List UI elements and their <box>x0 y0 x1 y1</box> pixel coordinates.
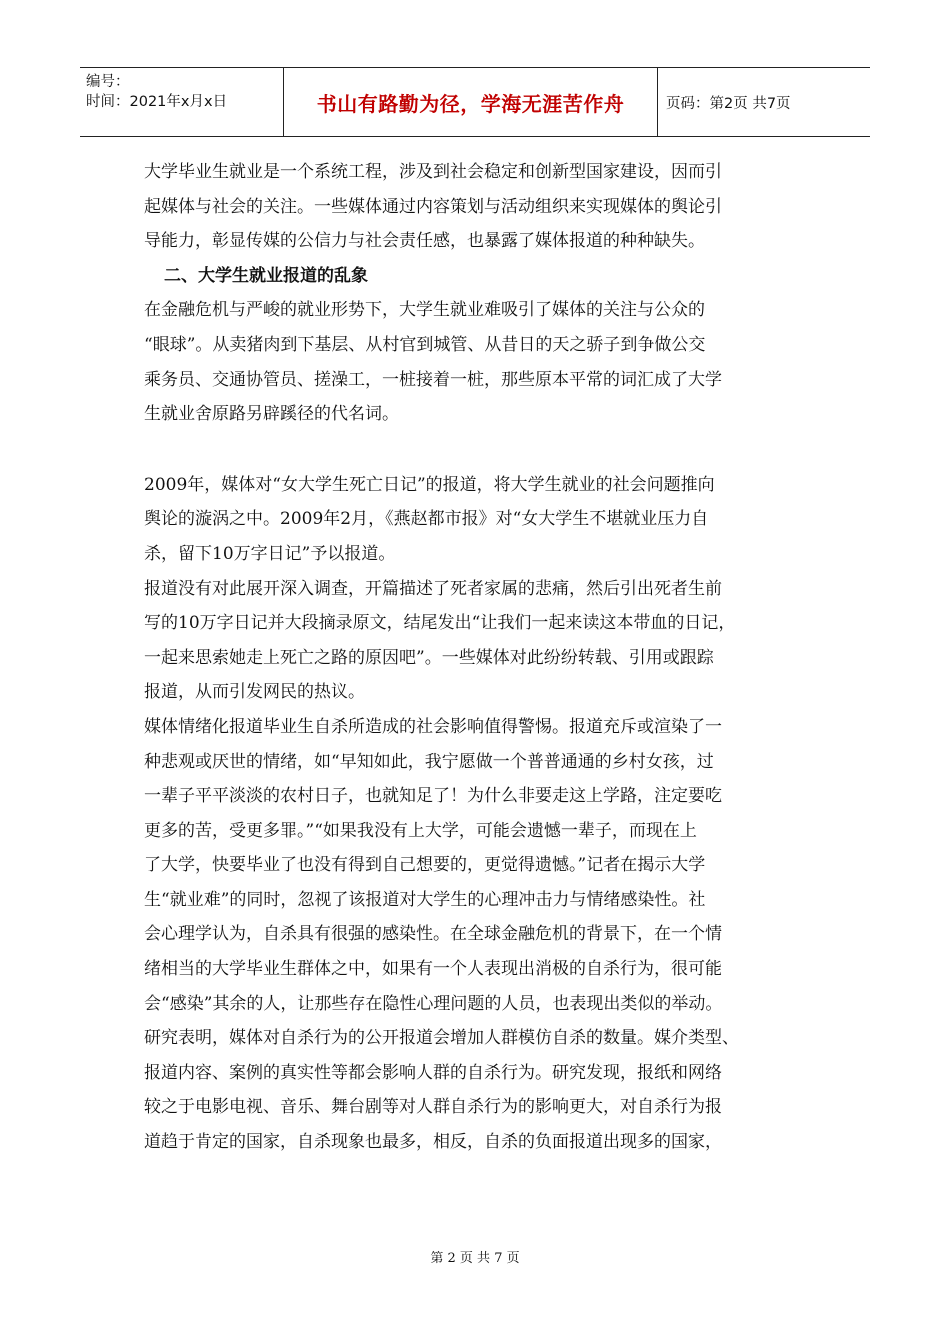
paragraph-gap <box>144 432 829 468</box>
text-line: 报道内容、案例的真实性等都会影响人群的自杀行为。研究发现，报纸和网络 <box>144 1062 722 1083</box>
text-line: 大学毕业生就业是一个系统工程，涉及到社会稳定和创新型国家建设，因而引 <box>144 162 722 182</box>
text-line: 一辈子平平淡淡的农村日子，也就知足了！为什么非要走这上学路，注定要吃 <box>144 786 722 807</box>
page-footer: 第 2 页 共 7 页 <box>430 1251 520 1266</box>
text-line: 导能力，彰显传媒的公信力与社会责任感，也暴露了媒体报道的种种缺失。 <box>144 231 705 252</box>
document-body <box>144 155 829 1160</box>
paragraph-1 <box>144 155 829 259</box>
header-page-code: 页码：第2页 共7页 <box>666 95 791 112</box>
text-line: 会心理学认为，自杀具有很强的感染性。在全球金融危机的背景下，在一个情 <box>144 924 722 945</box>
text-line: 报道没有对此展开深入调查，开篇描述了死者家属的悲痛，然后引出死者生前 <box>144 578 722 599</box>
paragraph-4 <box>144 572 829 710</box>
text-line: 一起来思索她走上死亡之路的原因吧”。一些媒体对此纷纷转载、引用或跟踪 <box>144 647 714 668</box>
text-line: 媒体情绪化报道毕业生自杀所造成的社会影响值得警惕。报道充斥或渲染了一 <box>144 716 722 737</box>
text-line: 较之于电影电视、音乐、舞台剧等对人群自杀行为的影响更大，对自杀行为报 <box>144 1097 722 1118</box>
text-line: 会“感染”其余的人，让那些存在隐性心理问题的人员，也表现出类似的举动。 <box>144 993 723 1014</box>
time-label: 时间：2021年x月x日 <box>86 94 228 110</box>
text-line: 报道，从而引发网民的热议。 <box>144 682 365 703</box>
paragraph-5 <box>144 710 829 1160</box>
text-line: “眼球”。从卖猪肉到下基层、从村官到城管、从昔日的天之骄子到争做公交 <box>144 334 706 355</box>
text-line: 写的10万字日记并大段摘录原文，结尾发出“让我们一起来读这本带血的日记， <box>144 613 736 634</box>
text-line: 起媒体与社会的关注。一些媒体通过内容策划与活动组织来实现媒体的舆论引 <box>144 196 722 217</box>
text-line: 道趋于肯定的国家，自杀现象也最多，相反，自杀的负面报道出现多的国家， <box>144 1132 722 1153</box>
section-heading: 二、大学生就业报道的乱象 <box>164 265 368 286</box>
text-line: 研究表明，媒体对自杀行为的公开报道会增加人群模仿自杀的数量。媒介类型、 <box>144 1028 739 1049</box>
text-line: 乘务员、交通协管员、搓澡工，一桩接着一桩，那些原本平常的词汇成了大学 <box>144 369 722 390</box>
header-meta <box>80 68 284 136</box>
text-line: 更多的苦，受更多罪。”“如果我没有上大学，可能会遗憾一辈子，而现在上 <box>144 820 697 841</box>
text-line: 在金融危机与严峻的就业形势下，大学生就业难吸引了媒体的关注与公众的 <box>144 300 705 321</box>
paragraph-3 <box>144 468 829 572</box>
header-motto: 书山有路勤为径，学海无涯苦作舟 <box>284 68 658 136</box>
text-line: 了大学，快要毕业了也没有得到自己想要的，更觉得遗憾。”记者在揭示大学 <box>144 855 706 876</box>
number-label: 编号： <box>86 74 130 90</box>
text-line: 杀，留下10万字日记”予以报道。 <box>144 543 396 564</box>
paragraph-2 <box>144 293 829 431</box>
text-line: 生“就业难”的同时，忽视了该报道对大学生的心理冲击力与情绪感染性。社 <box>144 889 706 910</box>
text-line: 生就业舍原路另辟蹊径的代名词。 <box>144 404 399 425</box>
text-line: 舆论的漩涡之中。2009年2月，《燕赵都市报》对“女大学生不堪就业压力自 <box>144 509 709 530</box>
text-line: 2009年，媒体对“女大学生死亡日记”的报道，将大学生就业的社会问题推向 <box>144 474 715 495</box>
text-line: 种悲观或厌世的情绪，如“早知如此，我宁愿做一个普普通通的乡村女孩，过 <box>144 751 714 772</box>
text-line: 绪相当的大学毕业生群体之中，如果有一个人表现出消极的自杀行为，很可能 <box>144 959 722 980</box>
page-header <box>80 67 870 137</box>
